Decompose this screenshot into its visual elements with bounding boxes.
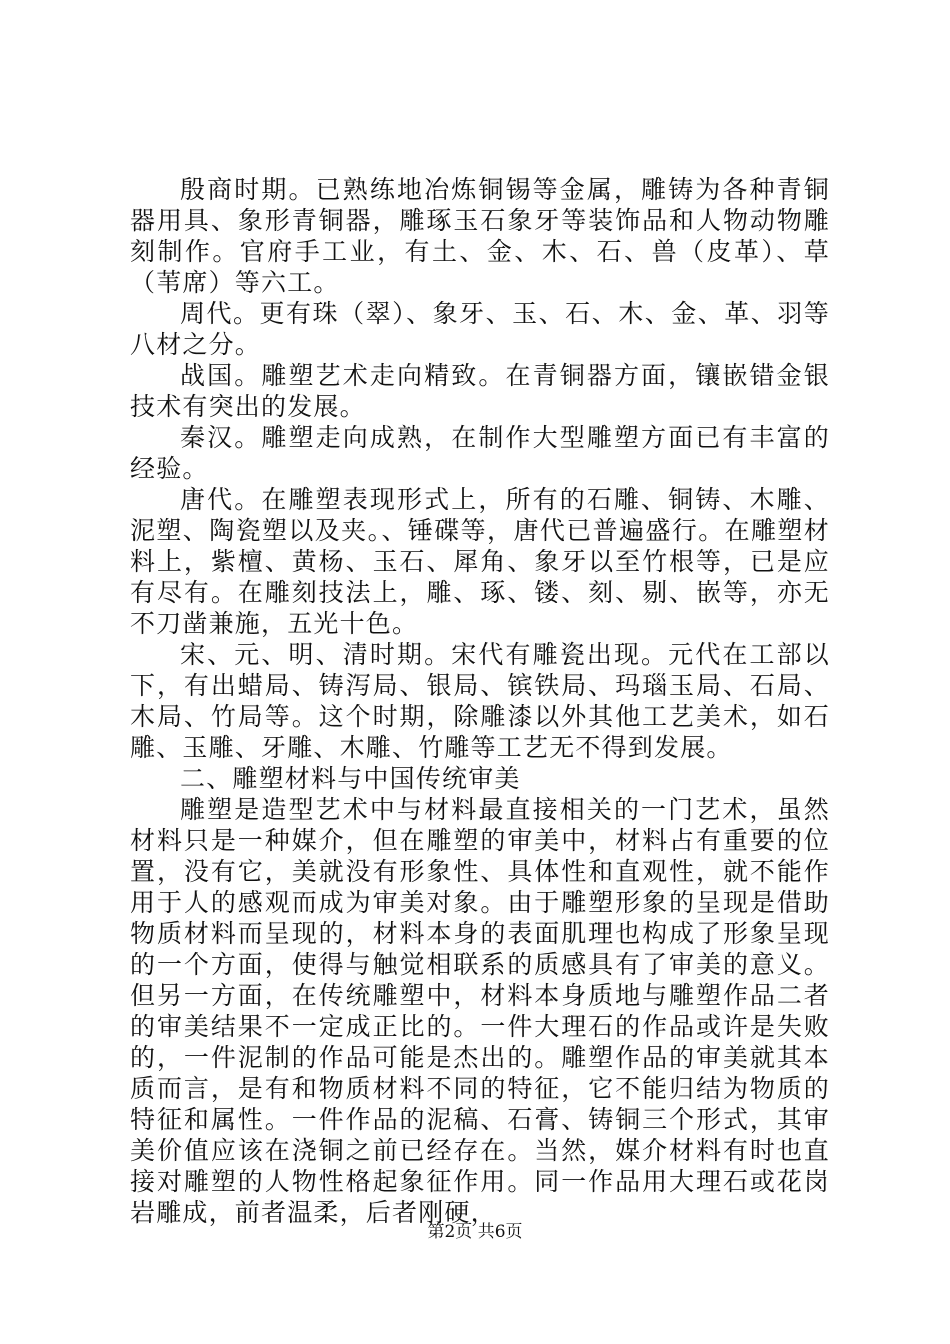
paragraph-shang: 殷商时期。已熟练地冶炼铜锡等金属，雕铸为各种青铜器用具、象形青铜器，雕琢玉石象牙等装饰品和人物动物雕刻制作。官府手工业，有土、金、木、石、兽（皮革）、草（苇席）等六工。 [130, 175, 830, 297]
paragraph-song-yuan-ming-qing: 宋、元、明、清时期。宋代有雕瓷出现。元代在工部以下，有出蜡局、铸泻局、银局、镔铁局、玛瑙玉局、石局、木局、竹局等。这个时期，除雕漆以外其他工艺美术，如石雕、玉雕、牙雕、木雕、竹雕等工艺无不得到发展。 [130, 640, 830, 762]
section-heading: 二、雕塑材料与中国传统审美 [180, 764, 521, 793]
paragraph-zhanguo: 战国。雕塑艺术走向精致。在青铜器方面，镶嵌错金银技术有突出的发展。 [130, 361, 830, 421]
paragraph-tang: 唐代。在雕塑表现形式上，所有的石雕、铜铸、木雕、泥塑、陶瓷塑以及夹。、锤碟等，唐代已普遍盛行。在雕塑材料上，紫檀、黄杨、玉石、犀角、象牙以至竹根等，已是应有尽有。在雕刻技法上，雕、琢、镂、刻、剔、嵌等，亦无不刀凿兼施，五光十色。 [130, 485, 830, 638]
paragraph-zhou: 周代。更有珠（翠）、象牙、玉、石、木、金、革、羽等八材之分。 [130, 299, 830, 359]
paragraph-material-aesthetics: 雕塑是造型艺术中与材料最直接相关的一门艺术，虽然材料只是一种媒介，但在雕塑的审美中，材料占有重要的位置，没有它，美就没有形象性、具体性和直观性，就不能作用于人的感观而成为审美对象。由于雕塑形象的呈现是借助物质材料而呈现的，材料本身的表面肌理也构成了形象呈现的一个方面，使得与触觉相联系的质感具有了审美的意义。但另一方面，在传统雕塑中，材料本身质地与雕塑作品二者的审美结果不一定成正比的。一件大理石的作品或许是失败的，一件泥制的作品可能是杰出的。雕塑作品的审美就其本质而言，是有和物质材料不同的特征，它不能归结为物质的特征和属性。一件作品的泥稿、石膏、铸铜三个形式，其审美价值应该在浇铜之前已经存在。当然，媒介材料有时也直接对雕塑的人物性格起象征作用。同一作品用大理石或花岗岩雕成，前者温柔，后者刚硬， [130, 795, 830, 1227]
page-number-footer: 第2页 共6页 [427, 1222, 523, 1242]
document-body [130, 174, 830, 1228]
paragraph-qinhan: 秦汉。雕塑走向成熟，在制作大型雕塑方面已有丰富的经验。 [130, 423, 830, 483]
